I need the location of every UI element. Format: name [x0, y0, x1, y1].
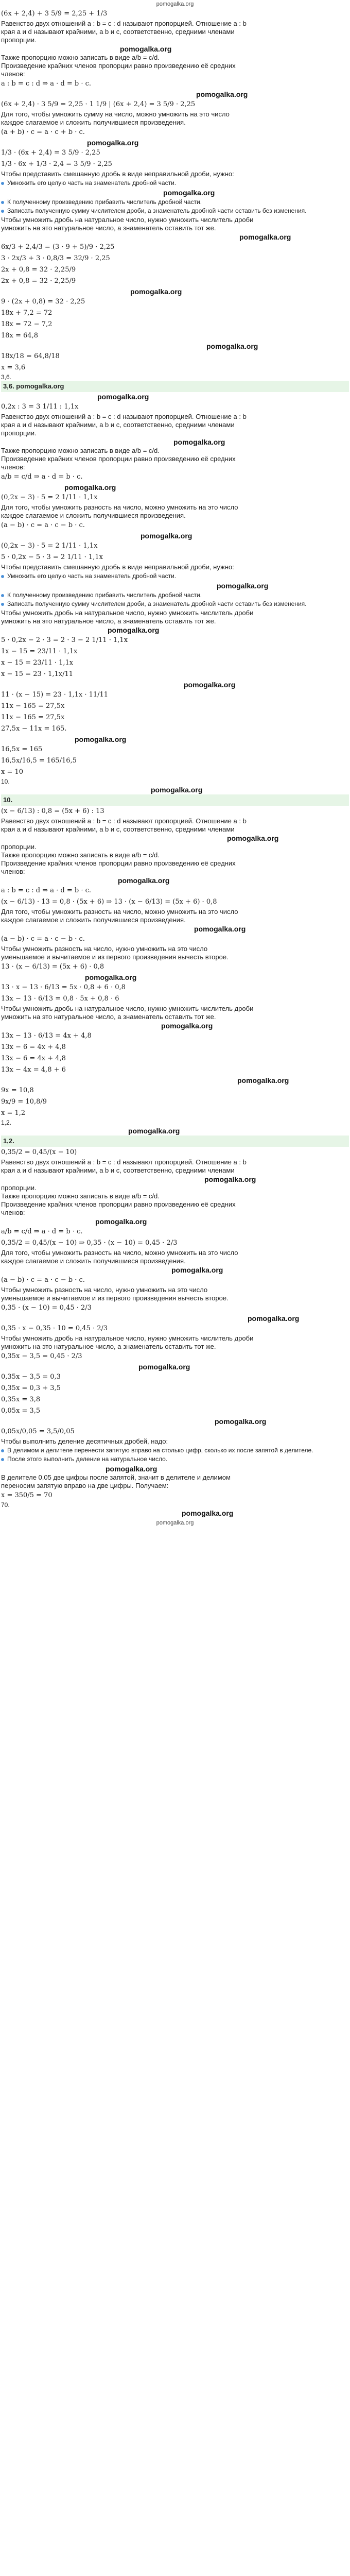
watermark: pomogalka.org — [130, 287, 182, 296]
watermark: pomogalka.org — [184, 681, 236, 689]
math-line: 16,5x/16,5 = 165/16,5 — [1, 757, 77, 765]
text-line: Для того, чтобы умножить разность на число, можно умножить на это число — [1, 503, 238, 511]
bullet-item — [1, 198, 349, 206]
text-line: Чтобы умножить дробь на натуральное число, нужно умножить числитель дроби — [1, 216, 254, 224]
text-line: пропорции. — [1, 429, 37, 437]
math-line: x − 15 = 23 · 1,1x/11 — [1, 670, 74, 678]
answer-line: 1,2. — [1, 1119, 12, 1126]
bullet-text: Записать полученную сумму числителем дроби, а знаменатель дробной части оставить без изменения. — [7, 207, 307, 214]
bullet-dot-icon — [1, 575, 4, 578]
math-line: 9x/9 = 10,8/9 — [1, 1098, 47, 1106]
math-line: 13x − 13 · 6/13 = 4x + 4,8 — [1, 1032, 92, 1040]
watermark: pomogalka.org — [248, 1314, 300, 1323]
watermark: pomogalka.org — [64, 483, 116, 492]
bullet-text: После этого выполнить деление на натуральное число. — [7, 1455, 168, 1463]
watermark: pomogalka.org — [204, 1175, 256, 1183]
math-line: 0,35 · x − 0,35 · 10 = 0,45 · 2/3 — [1, 1325, 108, 1332]
watermark: pomogalka.org — [120, 45, 172, 53]
watermark: pomogalka.org — [194, 925, 246, 933]
bullet-text: Записать полученную сумму числителем дроби, а знаменатель дробной части оставить без изменения. — [7, 600, 307, 607]
math-line: 13x − 13 · 6/13 = 0,8 · 5x + 0,8 · 6 — [1, 995, 119, 1003]
math-line: 1x − 15 = 23/11 · 1,1x — [1, 648, 78, 655]
text-line: края a и d называют крайними, а b и c, соответственно, средними членами — [1, 421, 235, 429]
math-line: 3 · 2x/3 + 3 · 0,8/3 = 32/9 · 2,25 — [1, 255, 110, 262]
text-line: Также пропорцию можно записать в виде a/b = c/d. — [1, 1192, 160, 1200]
text-line: пропорции. — [1, 843, 37, 851]
text-line: каждое слагаемое и сложить получившиеся произведения. — [1, 512, 186, 519]
bullet-item — [1, 1447, 349, 1454]
text-line: Чтобы умножить дробь на натуральное число, нужно умножить числитель дроби — [1, 609, 254, 617]
math-line: a/b = c/d ⇒ a · d = b · c. — [1, 473, 83, 481]
math-line: 13x − 6 = 4x + 4,8 — [1, 1055, 66, 1062]
text-line: края a и d называют крайними, а b и c, соответственно, средними членами — [1, 825, 235, 833]
text-line: переносим запятую вправо на две цифры. Получаем: — [1, 1482, 169, 1489]
math-line: 2x + 0,8 = 32 · 2,25/9 — [1, 277, 76, 285]
watermark: pomogalka.org — [173, 438, 225, 446]
watermark: pomogalka.org — [95, 1217, 147, 1226]
watermark: pomogalka.org — [215, 1417, 267, 1426]
text-line: Чтобы умножить разность на число, нужно умножить на это число — [1, 945, 208, 953]
math-line: x − 15 = 23/11 · 1,1x — [1, 659, 74, 667]
bullet-item — [1, 591, 349, 599]
text-line: членов: — [1, 1209, 25, 1216]
watermark: pomogalka.org — [161, 1022, 213, 1030]
bullet-dot-icon — [1, 210, 4, 213]
math-line: 2x + 0,8 = 32 · 2,25/9 — [1, 266, 76, 274]
text-line: Произведение крайних членов пропорции равно произведению её средних — [1, 859, 236, 867]
math-line: 0,35/2 = 0,45/(x − 10) — [1, 1148, 77, 1156]
watermark: pomogalka.org — [106, 1465, 157, 1473]
math-line: (6x + 2,4) + 3 5/9 = 2,25 + 1/3 — [1, 10, 108, 18]
text-line: уменьшаемое и вычитаемое и из первого произведения вычесть второе. — [1, 953, 229, 961]
math-line: 0,35x − 3,5 = 0,45 · 2/3 — [1, 1352, 82, 1360]
math-line: a : b = c : d ⇒ a · d = b · c. — [1, 887, 92, 894]
watermark: pomogalka.org — [75, 735, 127, 743]
answer-line: 70. — [1, 1501, 10, 1509]
text-line: умножить на это натуральное число, а знаменатель оставить тот же. — [1, 1343, 216, 1350]
text-line: каждое слагаемое и сложить получившиеся произведения. — [1, 916, 186, 924]
text-line: каждое слагаемое и сложить получившиеся произведения. — [1, 1257, 186, 1265]
text-line: Произведение крайних членов пропорции равно произведению её средних — [1, 62, 236, 70]
math-line: 18x = 64,8 — [1, 332, 38, 340]
math-line: 27,5x − 11x = 165. — [1, 725, 67, 733]
text-line: Чтобы представить смешанную дробь в виде неправильной дроби, нужно: — [1, 563, 234, 571]
text-line: Произведение крайних членов пропорции равно произведению её средних — [1, 1200, 236, 1208]
math-line: (a − b) · c = a · c − b · c. — [1, 521, 85, 529]
math-line: 13x − 4x = 4,8 + 6 — [1, 1066, 66, 1074]
math-line: 6x/3 + 2,4/3 = (3 · 9 + 5)/9 · 2,25 — [1, 243, 115, 251]
text-line: Чтобы представить смешанную дробь в виде неправильной дроби, нужно: — [1, 170, 234, 178]
text-line: членов: — [1, 868, 25, 875]
math-line: 5 · 0,2x − 2 · 3 = 2 · 3 − 2 1/11 · 1,1x — [1, 636, 128, 644]
watermark: pomogalka.org — [196, 90, 248, 98]
math-line: 0,35x = 3,8 — [1, 1396, 41, 1403]
bullet-text: К полученному произведению прибавить числитель дробной части. — [7, 198, 202, 206]
text-line: Для того, чтобы умножить разность на число, можно умножить на это число — [1, 1249, 238, 1257]
text-line: пропорции. — [1, 1184, 37, 1192]
math-line: 13x − 6 = 4x + 4,8 — [1, 1043, 66, 1051]
bullet-item — [1, 572, 349, 580]
text-line: Для того, чтобы умножить разность на число, можно умножить на это число — [1, 908, 238, 916]
math-line: (0,2x − 3) · 5 = 2 1/11 · 1,1x — [1, 542, 98, 550]
bullet-text: Умножить его целую часть на знаменатель дробной части. — [7, 179, 177, 187]
math-line: 0,35/2 = 0,45/(x − 10) ⇒ 0,35 · (x − 10) = 0,45 · 2/3 — [1, 1239, 178, 1247]
text-line: Произведение крайних членов пропорции равно произведению её средних — [1, 455, 236, 463]
math-line: (x − 6/13) · 13 = 0,8 · (5x + 6) ⇒ 13 · (x − 6/13) = (5x + 6) · 0,8 — [1, 898, 217, 906]
math-line: 11 · (x − 15) = 23 · 1,1x · 11/11 — [1, 691, 109, 699]
math-line: 0,35x − 3,5 = 0,3 — [1, 1373, 61, 1381]
math-line: (6x + 2,4) · 3 5/9 = 2,25 · 1 1/9 | (6x + 2,4) = 3 5/9 · 2,25 — [1, 100, 196, 108]
text-line: умножить на это натуральное число, а знаменатель оставить тот же. — [1, 617, 216, 625]
math-line: 11x − 165 = 27,5x — [1, 714, 65, 721]
math-line: 0,05x/0,05 = 3,5/0,05 — [1, 1428, 75, 1435]
bullet-text: Умножить его целую часть на знаменатель дробной части. — [7, 572, 177, 580]
watermark: pomogalka.org — [138, 1363, 190, 1371]
math-line: 9x = 10,8 — [1, 1087, 34, 1094]
watermark: pomogalka.org — [239, 233, 291, 241]
watermark: pomogalka.org — [217, 582, 269, 590]
math-line: 13 · x − 13 · 6/13 = 5x · 0,8 + 6 · 0,8 — [1, 984, 126, 991]
bullet-dot-icon — [1, 201, 4, 204]
watermark: pomogalka.org — [128, 1127, 180, 1135]
task-header: 1,2. — [1, 1136, 349, 1147]
watermark: pomogalka.org — [171, 1266, 223, 1274]
site-brand[interactable]: pomogalka.org — [156, 1, 194, 7]
bullet-item — [1, 179, 349, 187]
answer-line: 3,6. — [1, 374, 12, 381]
text-line: Чтобы умножить разность на число, нужно умножить на это число — [1, 1286, 208, 1294]
math-line: x = 350/5 = 70 — [1, 1492, 52, 1499]
watermark: pomogalka.org — [108, 626, 160, 634]
math-line: 13 · (x − 6/13) = (5x + 6) · 0,8 — [1, 963, 104, 971]
watermark: pomogalka.org — [206, 342, 258, 350]
text-line: Также пропорцию можно записать в виде a/b = c/d. — [1, 851, 160, 859]
text-line: края a и d называют крайними, а b и c, соответственно, средними членами — [1, 1166, 235, 1174]
math-line: 0,05x = 3,5 — [1, 1407, 41, 1415]
text-line: уменьшаемое и вычитаемое и из первого произведения вычесть второе. — [1, 1294, 229, 1302]
bullet-dot-icon — [1, 594, 4, 597]
text-line: Чтобы выполнить деление десятичных дробей, надо: — [1, 1437, 168, 1445]
bullet-dot-icon — [1, 1449, 4, 1452]
text-line: умножить на это натуральное число, а знаменатель оставить тот же. — [1, 224, 216, 232]
math-line: 18x/18 = 64,8/18 — [1, 352, 60, 360]
math-line: 11x − 165 = 27,5x — [1, 702, 65, 710]
text-line: умножить на это натуральное число, а знаменатель оставить тот же. — [1, 1013, 216, 1021]
text-line: Чтобы умножить дробь на натуральное число, нужно умножить числитель дроби — [1, 1005, 254, 1012]
text-line: Также пропорцию можно записать в виде a/b = c/d. — [1, 54, 160, 61]
math-line: (x − 6/13) : 0,8 = (5x + 6) : 13 — [1, 807, 104, 815]
answer-line: 10. — [1, 778, 10, 785]
math-line: 1/3 · 6x + 1/3 · 2,4 = 3 5/9 · 2,25 — [1, 160, 112, 168]
solution-content — [0, 8, 350, 1518]
text-line: Равенство двух отношений a : b = c : d называют пропорцией. Отношение a : b — [1, 20, 247, 27]
text-line: Равенство двух отношений a : b = c : d называют пропорцией. Отношение a : b — [1, 413, 247, 420]
watermark: pomogalka.org — [227, 834, 279, 842]
math-line: a : b = c : d ⇒ a · d = b · c. — [1, 80, 92, 88]
math-line: x = 3,6 — [1, 364, 26, 371]
text-line: Для того, чтобы умножить сумму на число, можно умножить на это число — [1, 110, 230, 118]
bullet-dot-icon — [1, 1458, 4, 1461]
math-line: (a + b) · c = a · c + b · c. — [1, 128, 85, 136]
bullet-item — [1, 600, 349, 608]
watermark: pomogalka.org — [182, 1509, 234, 1517]
math-line: 5 · 0,2x − 5 · 3 = 2 1/11 · 1,1x — [1, 553, 103, 561]
math-line: 16,5x = 165 — [1, 745, 43, 753]
watermark: pomogalka.org — [97, 393, 149, 401]
math-line: (a − b) · c = a · c − b · c. — [1, 1276, 85, 1284]
math-line: 0,35x = 0,3 + 3,5 — [1, 1384, 61, 1392]
watermark: pomogalka.org — [141, 532, 192, 540]
math-line: 18x + 7,2 = 72 — [1, 309, 52, 317]
text-line: каждое слагаемое и сложить получившиеся произведения. — [1, 118, 186, 126]
text-line: Равенство двух отношений a : b = c : d называют пропорцией. Отношение a : b — [1, 817, 247, 825]
math-line: x = 1,2 — [1, 1109, 26, 1117]
text-line: членов: — [1, 70, 25, 78]
bullet-item — [1, 1455, 349, 1463]
text-line: Чтобы умножить дробь на натуральное число, нужно умножить числитель дроби — [1, 1334, 254, 1342]
math-line: 0,2x : 3 = 3 1/11 : 1,1x — [1, 403, 79, 411]
math-line: 0,35 · (x − 10) = 0,45 · 2/3 — [1, 1304, 92, 1312]
bullet-text: К полученному произведению прибавить числитель дробной части. — [7, 591, 202, 599]
task-header: 3,6. pomogalka.org — [1, 381, 349, 392]
text-line: членов: — [1, 463, 25, 471]
watermark: pomogalka.org — [85, 973, 137, 981]
text-line: Также пропорцию можно записать в виде a/b = c/d. — [1, 447, 160, 454]
watermark: pomogalka.org — [118, 876, 170, 885]
text-line: Равенство двух отношений a : b = c : d называют пропорцией. Отношение a : b — [1, 1158, 247, 1166]
bullet-dot-icon — [1, 603, 4, 606]
watermark: pomogalka.org — [237, 1076, 289, 1084]
task-header: 10. — [1, 794, 349, 806]
math-line: x = 10 — [1, 768, 24, 776]
bullet-item — [1, 207, 349, 215]
text-line: В делителе 0,05 две цифры после запятой, значит в делителе и делимом — [1, 1473, 231, 1481]
math-line: (0,2x − 3) · 5 = 2 1/11 · 1,1x — [1, 494, 98, 501]
watermark: pomogalka.org — [151, 786, 203, 794]
text-line: пропорции. — [1, 36, 37, 44]
math-line: a/b = c/d ⇒ a · d = b · c. — [1, 1228, 83, 1235]
watermark: pomogalka.org — [163, 189, 215, 197]
text-line: края a и d называют крайними, а b и c, соответственно, средними членами — [1, 28, 235, 36]
math-line: 9 · (2x + 0,8) = 32 · 2,25 — [1, 298, 85, 306]
watermark: pomogalka.org — [87, 139, 139, 147]
math-line: 18x = 72 − 7,2 — [1, 320, 52, 328]
bullet-dot-icon — [1, 182, 4, 185]
footer-brand[interactable]: pomogalka.org — [156, 1520, 194, 1526]
bullet-text: В делимом и делителе перенести запятую вправо на столько цифр, сколько их после запятой в делителе. — [7, 1447, 313, 1454]
math-line: (a − b) · c = a · c − b · c. — [1, 935, 85, 943]
math-line: 1/3 · (6x + 2,4) = 3 5/9 · 2,25 — [1, 149, 100, 157]
